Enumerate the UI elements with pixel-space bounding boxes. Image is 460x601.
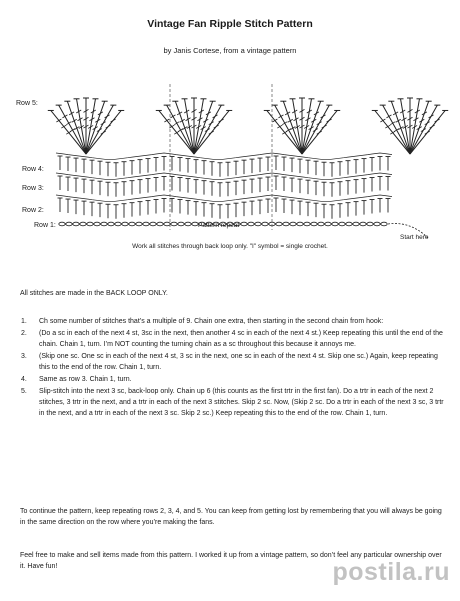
diagram-caption: Work all stitches through back loop only. "I" symbol = single crochet. [132,243,328,250]
fan-stitch-bar [164,119,169,122]
fan-stitch-bar [286,129,291,132]
fan-stitch-bar [272,119,277,122]
fan-stitch [175,101,194,154]
chain-stitch [108,222,114,226]
fan-stitch-bar [425,131,430,134]
fan-stitch-bar [429,115,434,118]
fan-stitch-bar [209,122,214,125]
row-arch-line [56,195,392,202]
chain-stitch [332,222,338,226]
step-number: 5. [21,388,27,395]
fan-stitch-bar [214,125,219,128]
step-3 [20,351,445,373]
chain-stitch [353,222,359,226]
row-label-3: Row 3: [22,185,44,192]
fan-stitch-bar [313,129,318,132]
chain-stitch [311,222,317,226]
stitch-chart-svg [0,62,460,272]
byline: by Janis Cortese, from a vintage pattern [163,46,297,55]
step-1 [20,316,445,327]
chain-stitch [129,222,135,226]
chain-stitch [381,222,387,226]
fan-stitch-bar [219,119,224,122]
intro-text: All stitches are made in the BACK LOOP ONLY. [20,290,168,297]
chain-stitch [248,222,254,226]
fan-stitch-bar [322,125,327,128]
row-label-4: Row 4: [22,166,44,173]
step-number: 1. [21,318,27,325]
row-label-1: Row 1: [34,222,56,229]
step-text: (Skip one sc. One sc in each of the next 4 st, 3 sc in the next, one sc in each of the next 4 st. Skip one sc.) Again, keep repeating this to the end of the row. Chain 1, turn. [39,353,438,371]
step-5 [20,386,445,419]
chain-stitch [304,222,310,226]
fan-stitch [375,110,410,154]
start-here-label: Start here [400,234,429,241]
fan-stitch-bar [66,122,71,125]
free-use-paragraph: Feel free to make and sell items made from this pattern. I worked it up from a vintage pattern, so don’t feel any particular ownership over it. Have fun! [20,552,442,570]
chain-stitch [255,222,261,226]
fan-stitch-bar [101,131,106,134]
step-text: (Do a sc in each of the next 4 st, 3sc in the next, then another 4 sc in each of the next 4 st.) Keep repeating this until the end of the chain. Chain 1, turn. I’m NOT counting the turning chain as a sc throughout this because it annoys me. [39,330,443,348]
fan-stitch-bar [213,115,218,118]
fan-stitch-bar [386,115,391,118]
chain-stitch [143,222,149,226]
chain-stitch [101,222,107,226]
fan-stitch-bar [101,122,106,125]
page-title: Vintage Fan Ripple Stitch Pattern [147,18,313,30]
fan-stitch-bar [327,119,332,122]
fan-stitch-bar [317,131,322,134]
fan-stitch-bar [70,129,75,132]
fan-stitch-bar [111,119,116,122]
chain-stitch [185,222,191,226]
fan-stitch-bar [380,119,385,122]
step-text: Same as row 3. Chain 1, turn. [39,376,132,383]
chain-stitch [290,222,296,226]
chain-stitch [73,222,79,226]
row-arch-line [56,153,392,160]
fan-stitch-bar [435,119,440,122]
fan-stitch-bar [97,129,102,132]
fan-stitch-bar [317,122,322,125]
watermark-logo: postila.ru [332,558,450,586]
fan-stitch-bar [62,115,67,118]
chain-stitch [171,222,177,226]
fan-stitch-bar [421,129,426,132]
chain-stitch [325,222,331,226]
chain-stitch [80,222,86,226]
chain-stitch [59,222,65,226]
stitch-diagram [0,62,460,272]
row-arch-line [56,173,392,180]
pattern-repeat-label: Pattern repeat [198,222,240,229]
chain-stitch [241,222,247,226]
instruction-steps [20,316,445,420]
chain-stitch [178,222,184,226]
fan-stitch-bar [394,129,399,132]
fan-stitch-bar [106,125,111,128]
fan-stitch-bar [174,122,179,125]
fan-stitch [67,101,86,154]
chain-stitch [122,222,128,226]
chain-stitch [346,222,352,226]
fan-stitch [159,110,194,154]
step-number: 4. [21,376,27,383]
chain-stitch [87,222,93,226]
fan-stitch [283,101,302,154]
fan-stitch-bar [390,122,395,125]
fan-stitch-bar [170,115,175,118]
step-number: 3. [21,353,27,360]
chain-stitch [150,222,156,226]
step-text: Slip-stitch into the next 3 sc, back-loop only. Chain up 6 (this counts as the first trtr in the first fan). Do a trtr in each of the next 2 stitches, 3 trtr in the next, and a trtr in each of the next 3 stitches. Skip 2 sc. Now, (Skip 2 sc. Do a trtr in each of the next 3 sc, 3 trtr in the next, and a trtr in each of the next 3 sc. Skip 2 sc.) Keep repeating this to the end of the row. Chain 1, turn. [39,388,444,417]
chain-stitch [297,222,303,226]
fan-stitch-bar [178,129,183,132]
fan-stitch-bar [105,115,110,118]
fan-stitch-bar [385,125,390,128]
chain-stitch [115,222,121,226]
chain-stitch [276,222,282,226]
chain-stitch [318,222,324,226]
fan-stitch [391,101,410,154]
chain-stitch [164,222,170,226]
chain-stitch [360,222,366,226]
fan-stitch-bar [425,122,430,125]
fan-stitch-bar [209,131,214,134]
step-number: 2. [21,330,27,337]
row-label-5: Row 5: [16,100,38,107]
chain-stitch [339,222,345,226]
fan-stitch-bar [56,119,61,122]
fan-stitch-bar [61,125,66,128]
step-4 [20,374,445,385]
step-text: Ch some number of stitches that’s a multiple of 9. Chain one extra, then starting in the second chain from hook: [39,318,384,325]
chain-stitch [262,222,268,226]
fan-stitch-bar [321,115,326,118]
chain-stitch [66,222,72,226]
fan-stitch-bar [282,122,287,125]
fan-stitch-bar [278,115,283,118]
chain-stitch [367,222,373,226]
chain-stitch [136,222,142,226]
chain-stitch [94,222,100,226]
chain-stitch [157,222,163,226]
step-2 [20,328,445,350]
fan-stitch-bar [205,129,210,132]
chain-stitch [374,222,380,226]
chain-stitch [283,222,289,226]
row-label-2: Row 2: [22,207,44,214]
continue-paragraph: To continue the pattern, keep repeating rows 2, 3, 4, and 5. You can keep from getting lost by remembering that you will always be going in the same direction on the row where you’re making the fans. [20,508,442,526]
fan-stitch-bar [430,125,435,128]
fan-stitch-bar [277,125,282,128]
fan-stitch [51,110,86,154]
